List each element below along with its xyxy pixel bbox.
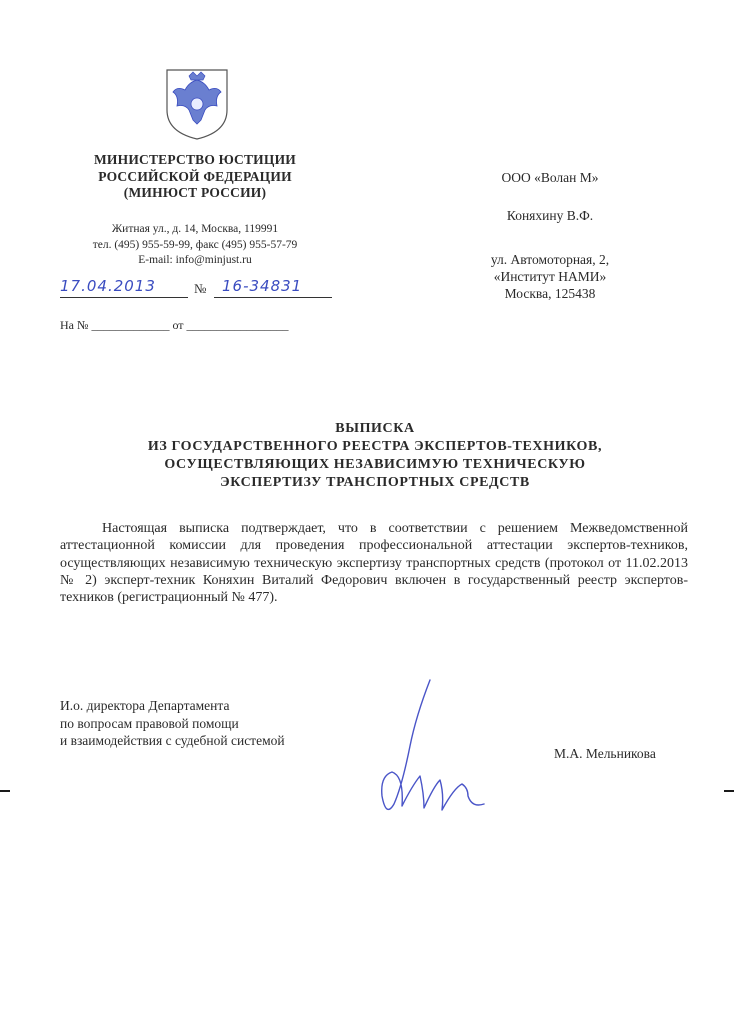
coat-of-arms-icon <box>163 66 231 142</box>
ministry-line-2: РОССИЙСКОЙ ФЕДЕРАЦИИ <box>98 168 292 184</box>
address-line-2: тел. (495) 955-59-99, факс (495) 955-57-79 <box>92 238 298 251</box>
ministry-line-1: МИНИСТЕРСТВО ЮСТИЦИИ <box>93 152 296 167</box>
ref-from-label: от <box>172 318 184 332</box>
outgoing-date: 17.04.2013 <box>60 277 156 295</box>
body-paragraph <box>60 520 688 606</box>
ministry-address <box>60 222 330 269</box>
recipient-address <box>460 251 640 302</box>
recipient-address-line-3: Москва, 125438 <box>504 286 596 301</box>
document-title <box>60 420 690 492</box>
address-line-1: Житная ул., д. 14, Москва, 119991 <box>111 223 279 235</box>
signatory-name: М.А. Мельникова <box>554 746 656 761</box>
signatory-position <box>60 697 360 750</box>
ref-blank-date: _________________ <box>186 318 289 332</box>
scan-mark-right <box>724 790 734 792</box>
recipient-person: Коняхину В.Ф. <box>506 208 594 223</box>
date-underline <box>60 297 188 298</box>
title-line-3: ОСУЩЕСТВЛЯЮЩИХ НЕЗАВИСИМУЮ ТЕХНИЧЕСКУЮ <box>164 457 586 472</box>
title-line-4: ЭКСПЕРТИЗУ ТРАНСПОРТНЫХ СРЕДСТВ <box>220 475 530 490</box>
ref-label: На № <box>60 318 89 332</box>
ministry-name <box>60 152 330 202</box>
recipient-address-line-1: ул. Автомоторная, 2, <box>490 252 610 267</box>
incoming-reference <box>60 318 335 333</box>
scan-mark-left <box>0 790 10 792</box>
outgoing-reference <box>60 276 335 300</box>
handwritten-signature <box>372 676 487 826</box>
number-label: № <box>194 281 207 296</box>
title-line-1: ВЫПИСКА <box>335 421 415 436</box>
recipient-address-line-2: «Институт НАМИ» <box>493 269 607 284</box>
position-line-1: И.о. директора Департамента <box>60 698 230 713</box>
ministry-line-3: (МИНЮСТ РОССИИ) <box>123 185 267 200</box>
recipient-company: ООО «Волан М» <box>501 170 599 185</box>
address-line-3: E-mail: info@minjust.ru <box>138 254 252 266</box>
position-line-3: и взаимодействия с судебной системой <box>60 733 285 748</box>
position-line-2: по вопросам правовой помощи <box>60 715 239 731</box>
number-underline <box>214 297 332 298</box>
ref-blank-number: _____________ <box>91 318 170 332</box>
title-line-2: ИЗ ГОСУДАРСТВЕННОГО РЕЕСТРА ЭКСПЕРТОВ-ТЕХНИКОВ, <box>147 439 603 454</box>
outgoing-number: 16-34831 <box>222 277 303 295</box>
body-text: Настоящая выписка подтверждает, что в соответствии с решением Межведомственной аттестационной комиссии для проведения профессиональной аттестации экспертов-техников, осуществляющих независимую техническую экспертизу транспортных средств (протокол от 11.02.2013 № 2) эксперт-техник Коняхин Виталий Федорович включен в государственный реестр экспертов-техников (регистрационный № 477). <box>60 521 688 606</box>
